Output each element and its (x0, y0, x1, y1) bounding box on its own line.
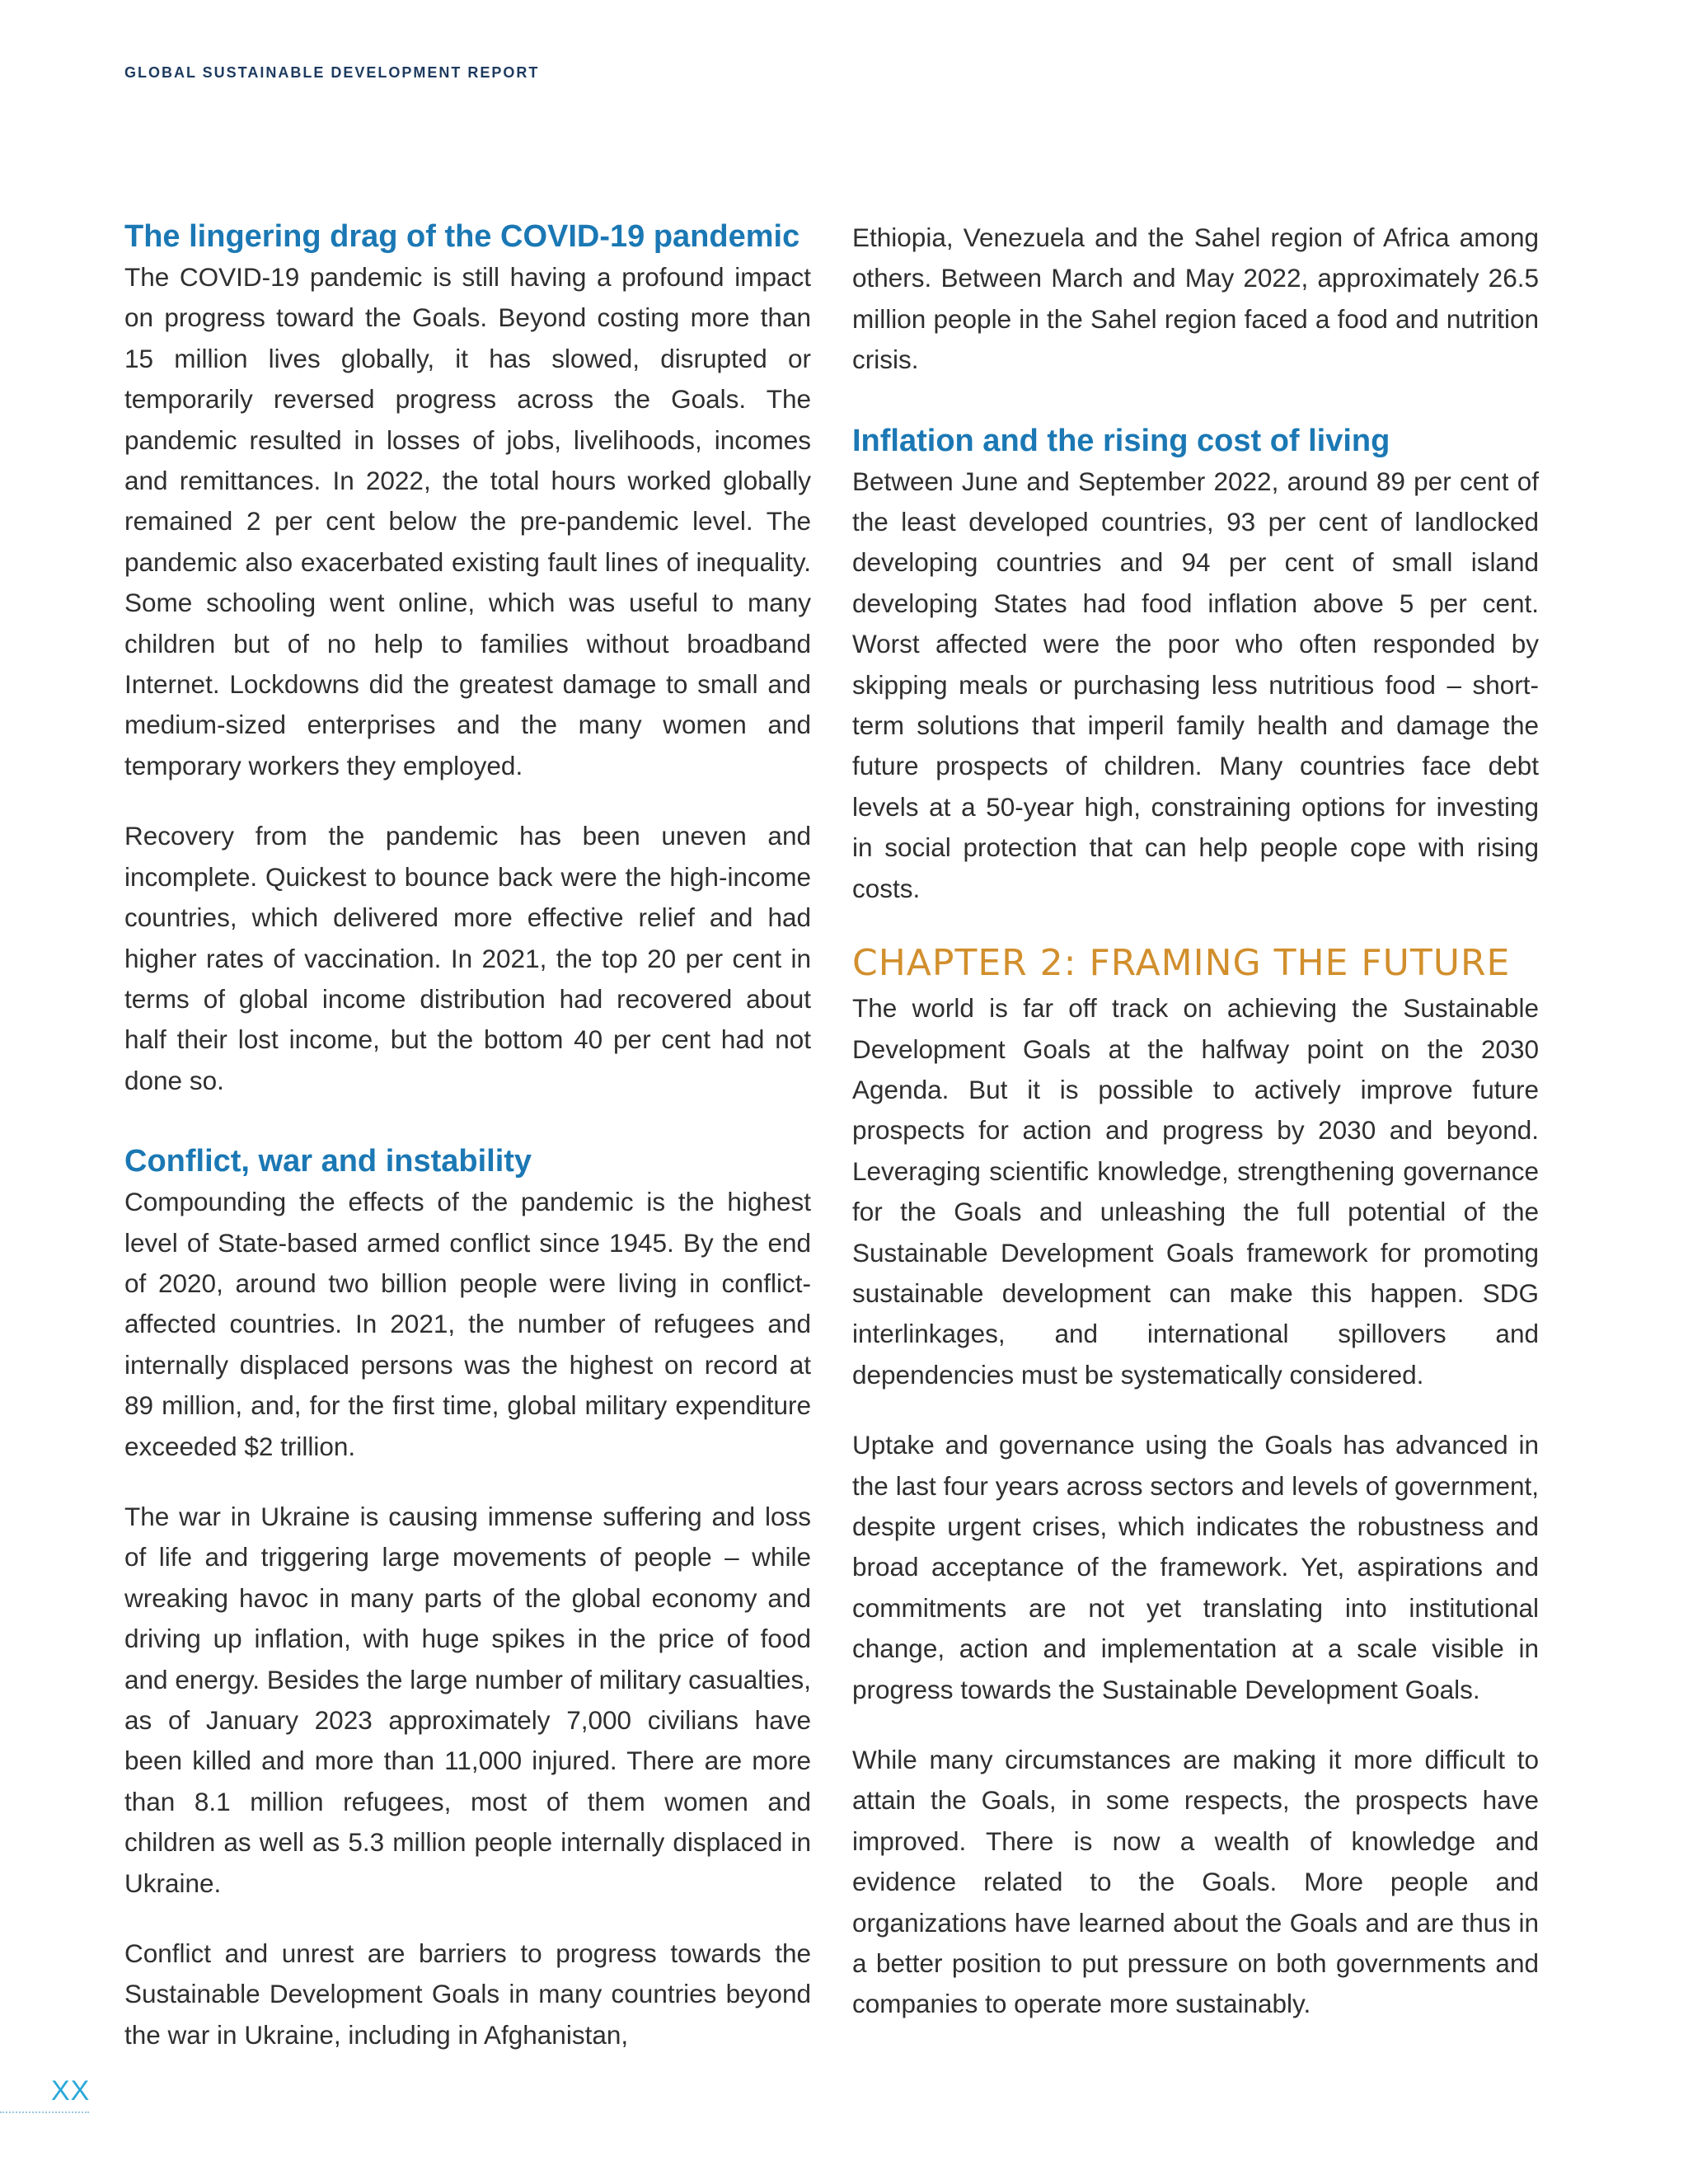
section-heading-covid: The lingering drag of the COVID-19 pandemic (124, 219, 800, 254)
section-heading-conflict: Conflict, war and instability (124, 1144, 532, 1179)
left-column (124, 216, 811, 2055)
paragraph: Conflict and unrest are barriers to progress towards the Sustainable Development Goals in many countries beyond the war in Ukraine, including in Afghanistan, (124, 1938, 811, 2050)
section-heading-inflation: Inflation and the rising cost of living (852, 423, 1390, 458)
paragraph: Between June and September 2022, around 89 per cent of the least developed countries, 93 per cent of landlocked developing countries and 94 per cent of small island developing States had food inflation above 5 per cent. Worst affected were the poor who often responded by skipping meals or purchasing less nutritious food – short-term solutions that imperil family health and damage the future prospects of children. Many countries face debt levels at a 50-year high, constraining options for investing in social protection that can help people cope with rising costs. (852, 466, 1539, 903)
page-number-divider (0, 2111, 89, 2113)
paragraph: The world is far off track on achieving the Sustainable Development Goals at the halfway point on the 2030 Agenda. But it is possible to actively improve future prospects for action and progress by 2030 and beyond. Leveraging scientific knowledge, strengthening governance for the Goals and unleashing the full potential of the Sustainable Development Goals framework for promoting sustainable development can make this happen. SDG interlinkages, and international spillovers and dependencies must be systematically considered. (852, 993, 1539, 1390)
paragraph: Recovery from the pandemic has been uneven and incomplete. Quickest to bounce back were the high-income countries, which delivered more effective relief and had higher rates of vaccination. In 2021, the top 20 per cent in terms of global income distribution had recovered about half their lost income, but the bottom 40 per cent had not done so. (124, 821, 811, 1095)
paragraph-continuation: Ethiopia, Venezuela and the Sahel region of Africa among others. Between March and May 2022, approximately 26.5 million people in the Sahel region faced a food and nutrition crisis. (852, 223, 1539, 375)
paragraph: Uptake and governance using the Goals has advanced in the last four years across sectors and levels of government, despite urgent crises, which indicates the robustness and broad acceptance of the framework. Yet, aspirations and commitments are not yet translating into institutional change, action and implementation at a scale visible in progress towards the Sustainable Development Goals. (852, 1430, 1539, 1704)
paragraph: The COVID-19 pandemic is still having a profound impact on progress toward the Goals. Beyond costing more than 15 million lives globally, it has slowed, disrupted or temporarily reversed progress across the Goals. The pandemic resulted in losses of jobs, livelihoods, incomes and remittances. In 2022, the total hours worked globally remained 2 per cent below the pre-pandemic level. The pandemic also exacerbated existing fault lines of inequality. Some schooling went online, which was useful to many children but of no help to families without broadband Internet. Lockdowns did the greatest damage to small and medium-sized enterprises and the many women and temporary workers they employed. (124, 262, 811, 780)
running-header: GLOBAL SUSTAINABLE DEVELOPMENT REPORT (124, 64, 540, 81)
right-column (852, 218, 1539, 2025)
page-number: XX (51, 2075, 91, 2107)
paragraph: The war in Ukraine is causing immense suffering and loss of life and triggering large movements of people – while wreaking havoc in many parts of the global economy and driving up inflation, with huge spikes in the price of food and energy. Besides the large number of military casualties, as of January 2023 approximately 7,000 civilians have been killed and more than 11,000 injured. There are more than 8.1 million refugees, most of them women and children as well as 5.3 million people internally displaced in Ukraine. (124, 1501, 811, 1898)
paragraph: While many circumstances are making it more difficult to attain the Goals, in some respects, the prospects have improved. There is now a wealth of knowledge and evidence related to the Goals. More people and organizations have learned about the Goals and are thus in a better position to put pressure on both governments and companies to operate more sustainably. (852, 1745, 1539, 2019)
paragraph: Compounding the effects of the pandemic is the highest level of State-based armed conflict since 1945. By the end of 2020, around two billion people were living in conflict-affected countries. In 2021, the number of refugees and internally displaced persons was the highest on record at 89 million, and, for the first time, global military expenditure exceeded $2 trillion. (124, 1187, 811, 1461)
chapter-heading: CHAPTER 2: FRAMING THE FUTURE (852, 942, 1511, 985)
